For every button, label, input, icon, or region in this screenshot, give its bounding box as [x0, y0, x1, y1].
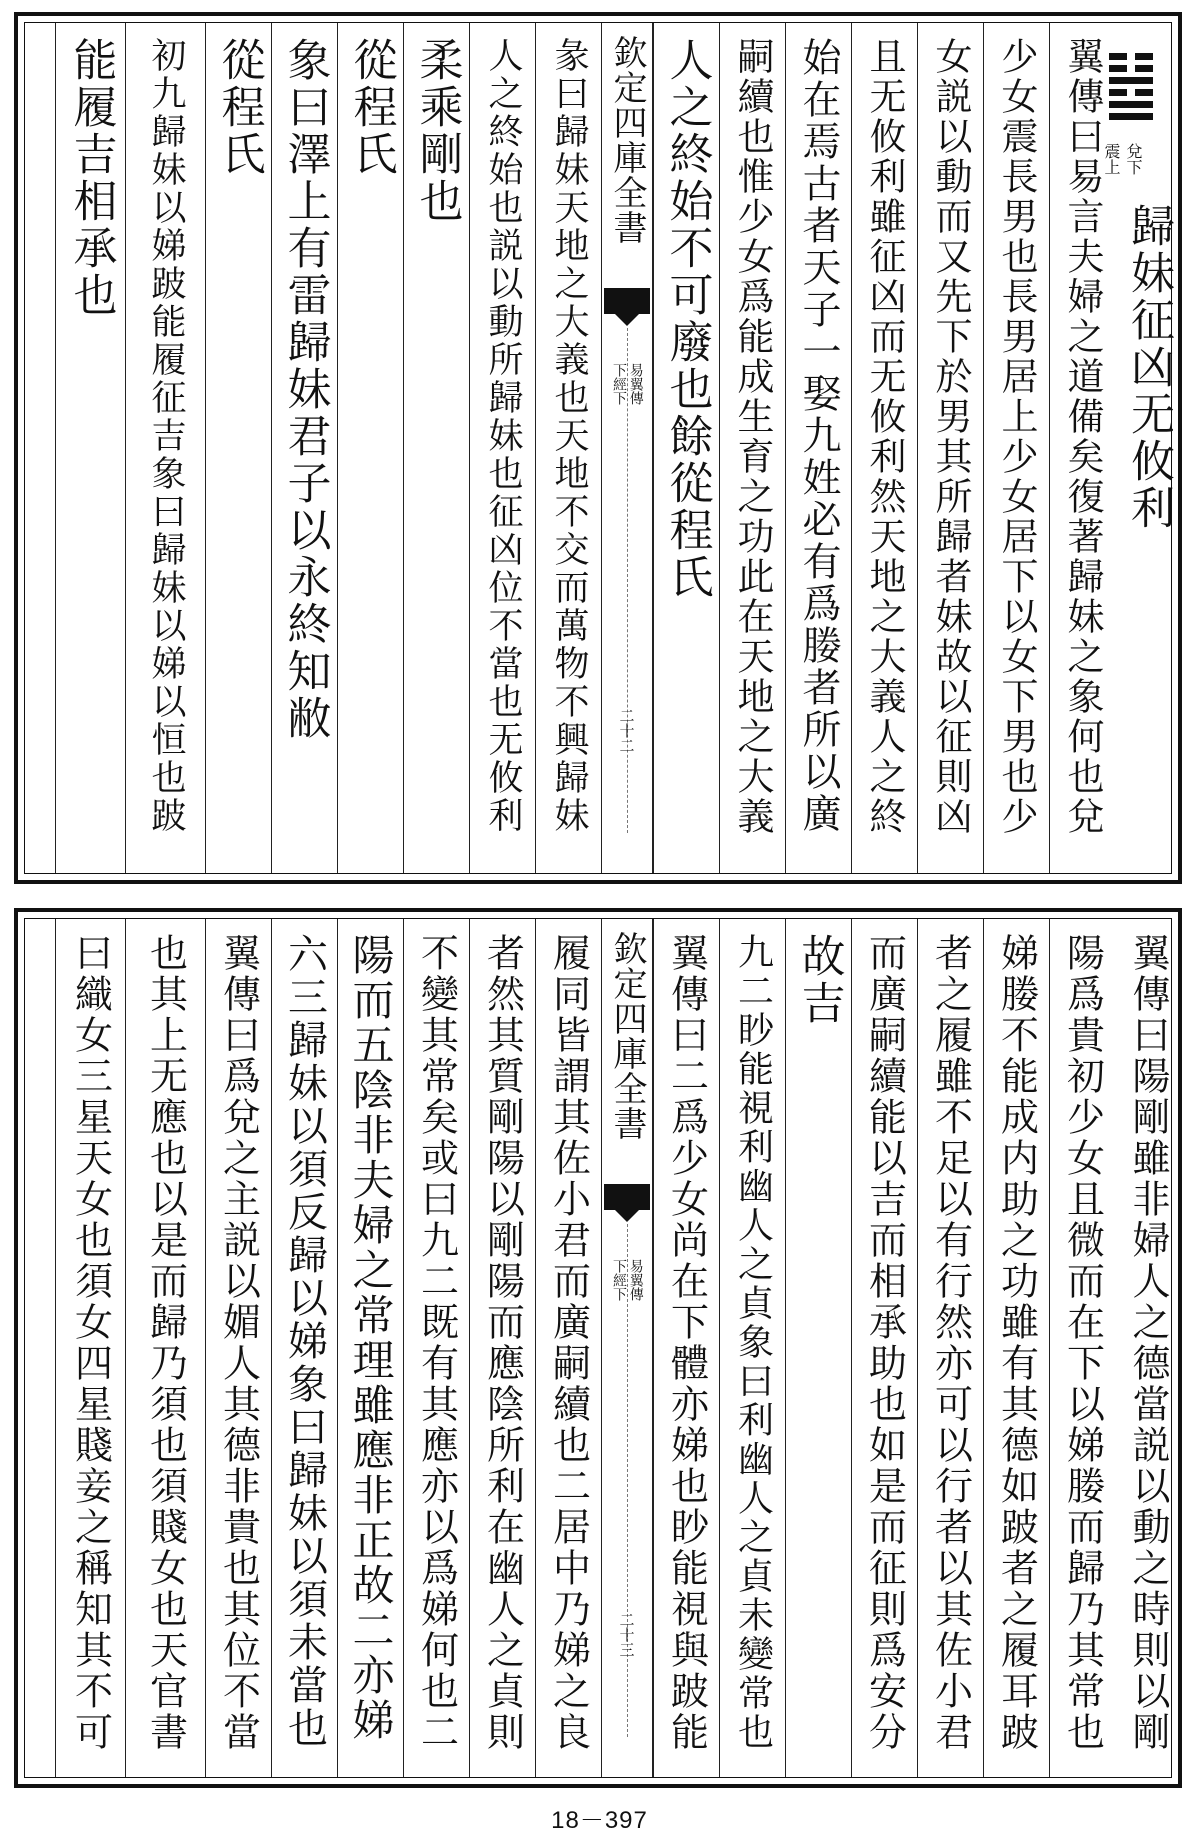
book-title-block [611, 363, 642, 405]
text-column: 女説以動而又先下於男其所歸者妹故以征則凶 [917, 23, 983, 873]
text-column: 陽而五陰非夫婦之常理雖應非正故二亦娣 [337, 919, 403, 1777]
text-column: 者之履雖不足以有行然亦可以行者以其佐小君 [917, 919, 983, 1777]
page-number: 18－397 [551, 1807, 648, 1834]
book-title: 易翼傳 [627, 1259, 644, 1301]
text-column: 柔乘剛也 [403, 23, 469, 873]
text-column: 翼傳曰易言夫婦之道備矣復著歸妹之象何也兌 [1049, 23, 1115, 873]
text-column: 人之終始也説以動所歸妹也征凶位不當也无攸利 [469, 23, 535, 873]
text-column: 嗣續也惟少女爲能成生育之功此在天地之大義 [719, 23, 785, 873]
text-column: 少女震長男也長男居上少女居下以女下男也少 [983, 23, 1049, 873]
book-section: 下經下 [611, 1259, 627, 1301]
library-label: 欽定四庫全書 [607, 35, 647, 245]
text-column: 始在焉古者天子一娶九姓必有爲媵者所以廣 [785, 23, 851, 873]
text-column: 從程氏 [337, 23, 403, 873]
text-column: 彖曰歸妹天地之大義也天地不交而萬物不興歸妹 [535, 23, 601, 873]
trigram-lower: 兌下 [1124, 143, 1143, 175]
text-column: 從程氏 [205, 23, 271, 873]
fishtail-icon [604, 288, 650, 314]
bottom-inner-border [24, 918, 1172, 1778]
book-title: 易翼傳 [627, 363, 644, 405]
center-margin-column [601, 919, 653, 1777]
text-column: 歸妹征凶无攸利 [1123, 203, 1174, 532]
folio-number: 二十三 [617, 1612, 636, 1657]
text-column: 六三歸妹以須反歸以娣象曰歸妹以須未當也 [271, 919, 337, 1777]
text-column: 能履吉相承也 [55, 23, 125, 873]
top-page-frame [14, 12, 1182, 884]
text-column: 陽爲貴初少女且微而在下以娣媵而歸乃其常也 [1049, 919, 1115, 1777]
text-column: 者然其質剛陽以剛陽而應陰所利在幽人之貞則 [469, 919, 535, 1777]
text-column: 翼傳曰爲兌之主説以媚人其德非貴也其位不當 [205, 919, 271, 1777]
text-column: 翼傳曰二爲少女尚在下體亦娣也眇能視與跛能 [653, 919, 719, 1777]
top-inner-border [24, 22, 1172, 874]
text-column: 故吉 [785, 919, 851, 1777]
text-column: 而廣嗣續能以吉而相承助也如是而征則爲安分 [851, 919, 917, 1777]
text-column: 娣媵不能成内助之功雖有其德如跛者之履耳跛 [983, 919, 1049, 1777]
book-title-block [611, 1259, 642, 1301]
folio-number: 二十二 [617, 708, 636, 753]
text-column: 翼傳曰陽剛雖非婦人之德當説以動之時則以剛 [1126, 933, 1170, 1753]
fishtail-icon [604, 1184, 650, 1210]
text-column: 曰織女三星天女也須女四星賤妾之稱知其不可 [55, 919, 125, 1777]
text-column: 履同皆謂其佐小君而廣嗣續也二居中乃娣之良 [535, 919, 601, 1777]
text-column: 不變其常矣或曰九二既有其應亦以爲娣何也二 [403, 919, 469, 1777]
bottom-page-frame [14, 908, 1182, 1788]
book-section: 下經下 [611, 363, 627, 405]
text-column: 九二眇能視利幽人之貞象曰利幽人之貞未變常也 [719, 919, 785, 1777]
text-column: 初九歸妹以娣跛能履征吉象曰歸妹以娣以恒也跛 [125, 23, 205, 873]
trigram-upper: 震上 [1102, 143, 1121, 175]
text-column: 人之終始不可廢也餘從程氏 [653, 23, 719, 873]
text-column: 象曰澤上有雷歸妹君子以永終知敝 [271, 23, 337, 873]
text-column: 也其上无應也以是而歸乃須也須賤女也天官書 [125, 919, 205, 1777]
center-margin-column [601, 23, 653, 873]
text-column: 且无攸利雖征凶而无攸利然天地之大義人之終 [851, 23, 917, 873]
library-label: 欽定四庫全書 [607, 931, 647, 1141]
